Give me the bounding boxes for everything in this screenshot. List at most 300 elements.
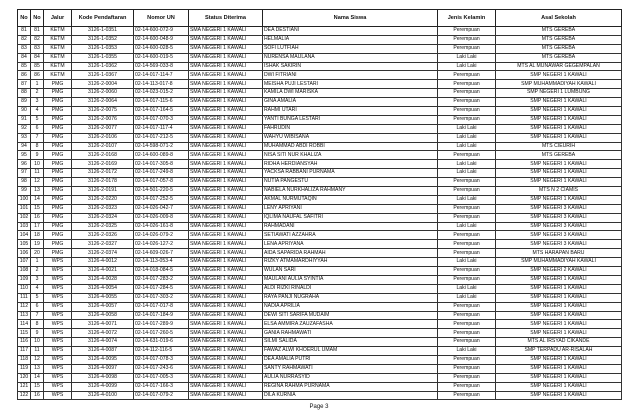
cell-jenis-kelamin: Perempuan [438, 302, 496, 311]
cell-jenis-kelamin: Perempuan [438, 187, 496, 196]
cell-asal-sekolah: SMP NEGERI 1 KAWALI [496, 107, 622, 116]
cell-kode-pendaftaran: 3126-1-0355 [72, 53, 134, 62]
cell-jenis-kelamin: Perempuan [438, 107, 496, 116]
cell-jalur: PMG [44, 213, 72, 222]
cell-no: 101 [18, 204, 31, 213]
cell-nomor-un: 02-14-017-078-3 [134, 355, 189, 364]
cell-nomor-un: 02-14-017-117-4 [134, 124, 189, 133]
cell-no: 89 [18, 98, 31, 107]
cell-status-diterima: SMA NEGERI 1 KAWALI [189, 382, 263, 391]
cell-jalur: PMG [44, 98, 72, 107]
cell-kode-pendaftaran: 3126-2-0323 [72, 204, 134, 213]
table-body [18, 27, 622, 400]
cell-status-diterima: SMA NEGERI 1 KAWALI [189, 222, 263, 231]
cell-nama-siswa: RIDHA HERDIANSYAH [263, 160, 438, 169]
cell-status-diterima: SMA NEGERI 1 KAWALI [189, 151, 263, 160]
cell-nomor-un: 02-14-017-057-8 [134, 178, 189, 187]
cell-nomor-un: 02-14-017-017-8 [134, 302, 189, 311]
cell-nomor-un: 02-14-017-243-6 [134, 364, 189, 373]
cell-jenis-kelamin: Perempuan [438, 249, 496, 258]
cell-no: 95 [18, 151, 31, 160]
cell-jalur: PMG [44, 204, 72, 213]
table-row [18, 151, 622, 160]
cell-jalur: KETM [44, 27, 72, 36]
cell-status-diterima: SMA NEGERI 1 KAWALI [189, 124, 263, 133]
cell-kode-pendaftaran: 3126-1-0367 [72, 71, 134, 80]
cell-asal-sekolah: SMP TERPADU AR-RISALAH [496, 347, 622, 356]
cell-kode-pendaftaran: 3126-4-0095 [72, 355, 134, 364]
table-row [18, 213, 622, 222]
cell-asal-sekolah: SMP NEGERI 1 KAWALI [496, 133, 622, 142]
cell-status-diterima: SMA NEGERI 1 KAWALI [189, 275, 263, 284]
cell-nama-siswa: NADIA APRILIA [263, 302, 438, 311]
cell-jalur: WPS [44, 320, 72, 329]
table-row [18, 284, 622, 293]
cell-jalur: KETM [44, 53, 72, 62]
table-row [18, 240, 622, 249]
cell-status-diterima: SMA NEGERI 1 KAWALI [189, 142, 263, 151]
cell-no-group: 13 [31, 187, 44, 196]
cell-nama-siswa: RIZKY ATMAMARDHIYYAH [263, 258, 438, 267]
cell-kode-pendaftaran: 3126-4-0028 [72, 275, 134, 284]
cell-no: 81 [18, 27, 31, 36]
cell-no-group: 3 [31, 275, 44, 284]
cell-no-group: 84 [31, 53, 44, 62]
table-row [18, 98, 622, 107]
cell-jenis-kelamin: Perempuan [438, 80, 496, 89]
cell-no: 88 [18, 89, 31, 98]
cell-no: 100 [18, 195, 31, 204]
cell-no: 94 [18, 142, 31, 151]
cell-asal-sekolah: SMP NEGERI 1 KAWALI [496, 275, 622, 284]
cell-nama-siswa: NABIELA NURKHALIZA RAHMANY [263, 187, 438, 196]
table-row [18, 133, 622, 142]
table-row [18, 391, 622, 400]
cell-jalur: WPS [44, 347, 72, 356]
cell-kode-pendaftaran: 3126-2-0106 [72, 133, 134, 142]
cell-nomor-un: 02-14-600-019-5 [134, 53, 189, 62]
cell-no-group: 81 [31, 27, 44, 36]
cell-jenis-kelamin: Perempuan [438, 311, 496, 320]
cell-jenis-kelamin: Perempuan [438, 267, 496, 276]
cell-jalur: PMG [44, 133, 72, 142]
cell-kode-pendaftaran: 3126-4-0099 [72, 382, 134, 391]
cell-kode-pendaftaran: 3126-2-0077 [72, 124, 134, 133]
cell-jalur: PMG [44, 124, 72, 133]
cell-jalur: PMG [44, 195, 72, 204]
cell-no-group: 14 [31, 195, 44, 204]
cell-kode-pendaftaran: 3126-2-0004 [72, 80, 134, 89]
cell-jenis-kelamin: Perempuan [438, 373, 496, 382]
cell-nama-siswa: AULIA NURRASYID [263, 373, 438, 382]
cell-asal-sekolah: SMP NEGERI 3 KAWALI [496, 240, 622, 249]
cell-asal-sekolah: SMP NEGERI 1 KAWALI [496, 373, 622, 382]
cell-nomor-un: 02-14-569-033-8 [134, 62, 189, 71]
table-row [18, 89, 622, 98]
cell-jalur: KETM [44, 35, 72, 44]
cell-nomor-un: 02-14-026-009-8 [134, 213, 189, 222]
cell-nama-siswa: NISA SITI NUR KHALIZA [263, 151, 438, 160]
cell-status-diterima: SMA NEGERI 1 KAWALI [189, 355, 263, 364]
cell-asal-sekolah: SMP NEGERI 1 KAWALI [496, 160, 622, 169]
cell-kode-pendaftaran: 3126-4-0098 [72, 373, 134, 382]
cell-no-group: 9 [31, 151, 44, 160]
col-header-status-diterima: Status Diterima [189, 10, 263, 27]
cell-no-group: 8 [31, 142, 44, 151]
cell-nomor-un: 02-14-017-249-8 [134, 169, 189, 178]
cell-asal-sekolah: SMP NEGERI 1 KAWALI [496, 355, 622, 364]
cell-no: 83 [18, 44, 31, 53]
cell-asal-sekolah: SMP NEGERI 1 KAWALI [496, 124, 622, 133]
cell-status-diterima: SMA NEGERI 1 KAWALI [189, 204, 263, 213]
cell-asal-sekolah: SMP NEGERI 1 KAWALI [496, 98, 622, 107]
cell-asal-sekolah: SMP NEGERI 1 KAWALI [496, 169, 622, 178]
cell-nomor-un: 02-14-026-079-2 [134, 231, 189, 240]
cell-no: 118 [18, 355, 31, 364]
cell-asal-sekolah: MTS GEREBA [496, 53, 622, 62]
cell-nama-siswa: DILA KURNIA [263, 391, 438, 400]
cell-asal-sekolah: SMP NEGERI 3 KAWALI [496, 204, 622, 213]
cell-nomor-un: 02-14-600-072-9 [134, 27, 189, 36]
cell-jenis-kelamin: Laki Laki [438, 195, 496, 204]
cell-jenis-kelamin: Laki Laki [438, 133, 496, 142]
cell-status-diterima: SMA NEGERI 1 KAWALI [189, 329, 263, 338]
table-row [18, 311, 622, 320]
cell-jenis-kelamin: Perempuan [438, 44, 496, 53]
cell-no: 121 [18, 382, 31, 391]
cell-nomor-un: 02-14-017-289-9 [134, 320, 189, 329]
cell-jenis-kelamin: Laki Laki [438, 169, 496, 178]
cell-jalur: WPS [44, 329, 72, 338]
cell-nama-siswa: SILMI SALIDA [263, 338, 438, 347]
cell-no-group: 20 [31, 249, 44, 258]
cell-status-diterima: SMA NEGERI 1 KAWALI [189, 178, 263, 187]
cell-kode-pendaftaran: 3126-4-0071 [72, 320, 134, 329]
cell-kode-pendaftaran: 3126-2-0374 [72, 249, 134, 258]
cell-no-group: 17 [31, 222, 44, 231]
cell-jalur: WPS [44, 302, 72, 311]
cell-no: 85 [18, 62, 31, 71]
col-header-nama-siswa: Nama Siswa [263, 10, 438, 27]
cell-jenis-kelamin: Laki Laki [438, 124, 496, 133]
cell-no-group: 11 [31, 347, 44, 356]
table-row [18, 231, 622, 240]
cell-jenis-kelamin: Perempuan [438, 391, 496, 400]
cell-asal-sekolah: SMP NEGERI 1 KAWALI [496, 71, 622, 80]
cell-nomor-un: 02-14-017-260-5 [134, 329, 189, 338]
cell-no-group: 11 [31, 169, 44, 178]
cell-jenis-kelamin: Laki Laki [438, 53, 496, 62]
cell-no-group: 2 [31, 89, 44, 98]
cell-nama-siswa: WULAN SARI [263, 267, 438, 276]
cell-asal-sekolah: SMP NEGERI 1 KAWALI [496, 293, 622, 302]
cell-jalur: WPS [44, 364, 72, 373]
cell-kode-pendaftaran: 3126-4-0087 [72, 347, 134, 356]
cell-no: 90 [18, 107, 31, 116]
cell-status-diterima: SMA NEGERI 1 KAWALI [189, 80, 263, 89]
cell-status-diterima: SMA NEGERI 1 KAWALI [189, 320, 263, 329]
cell-nomor-un: 02-14-609-026-7 [134, 249, 189, 258]
cell-nomor-un: 02-14-017-005-3 [134, 373, 189, 382]
cell-jalur: WPS [44, 391, 72, 400]
cell-nomor-un: 02-14-026-127-2 [134, 240, 189, 249]
cell-jenis-kelamin: Perempuan [438, 355, 496, 364]
table-row [18, 71, 622, 80]
cell-jalur: PMG [44, 80, 72, 89]
cell-kode-pendaftaran: 3126-2-0220 [72, 195, 134, 204]
cell-no-group: 4 [31, 284, 44, 293]
cell-nomor-un: 02-14-017-303-2 [134, 293, 189, 302]
cell-nama-siswa: DWI FITRIANI [263, 71, 438, 80]
cell-jenis-kelamin: Laki Laki [438, 347, 496, 356]
cell-no-group: 6 [31, 124, 44, 133]
cell-nama-siswa: SANTY RAHMAWATI [263, 364, 438, 373]
cell-nama-siswa: RAHMADANI [263, 222, 438, 231]
cell-status-diterima: SMA NEGERI 1 KAWALI [189, 98, 263, 107]
cell-kode-pendaftaran: 3126-4-0074 [72, 338, 134, 347]
cell-no-group: 8 [31, 320, 44, 329]
col-header-asal-sekolah: Asal Sekolah [496, 10, 622, 27]
cell-no-group: 5 [31, 293, 44, 302]
cell-no: 91 [18, 115, 31, 124]
cell-nomor-un: 02-14-017-114-7 [134, 71, 189, 80]
cell-nama-siswa: IQLIMA NAUFAL SAFITRI [263, 213, 438, 222]
cell-jenis-kelamin: Perempuan [438, 329, 496, 338]
cell-no: 112 [18, 302, 31, 311]
cell-status-diterima: SMA NEGERI 1 KAWALI [189, 195, 263, 204]
cell-asal-sekolah: SMP NEGERI 3 KAWALI [496, 222, 622, 231]
cell-kode-pendaftaran: 3126-1-0351 [72, 27, 134, 36]
cell-jenis-kelamin: Laki Laki [438, 293, 496, 302]
cell-jenis-kelamin: Perempuan [438, 27, 496, 36]
cell-no-group: 14 [31, 373, 44, 382]
cell-nama-siswa: ISHAK SAKIRIN [263, 62, 438, 71]
cell-jenis-kelamin: Perempuan [438, 240, 496, 249]
cell-jalur: PMG [44, 115, 72, 124]
cell-nama-siswa: YACKSA RABBANI PURNAMA [263, 169, 438, 178]
cell-jalur: PMG [44, 222, 72, 231]
cell-asal-sekolah: MTS GEREBA [496, 151, 622, 160]
cell-status-diterima: SMA NEGERI 1 KAWALI [189, 258, 263, 267]
cell-asal-sekolah: MTS GEREBA [496, 44, 622, 53]
cell-nama-siswa: KAMILA DWI MARISKA [263, 89, 438, 98]
cell-kode-pendaftaran: 3126-2-0075 [72, 107, 134, 116]
cell-no: 103 [18, 222, 31, 231]
cell-nomor-un: 02-14-017-252-5 [134, 195, 189, 204]
cell-kode-pendaftaran: 3126-4-0097 [72, 364, 134, 373]
cell-jalur: PMG [44, 142, 72, 151]
table-row [18, 275, 622, 284]
col-header-no-group: No [31, 10, 44, 27]
cell-no: 111 [18, 293, 31, 302]
cell-jalur: PMG [44, 89, 72, 98]
cell-nomor-un: 02-14-501-220-5 [134, 187, 189, 196]
cell-kode-pendaftaran: 3126-2-0076 [72, 115, 134, 124]
cell-asal-sekolah: SMP NEGERI 3 KAWALI [496, 231, 622, 240]
cell-no-group: 16 [31, 213, 44, 222]
cell-no: 102 [18, 213, 31, 222]
cell-status-diterima: SMA NEGERI 1 KAWALI [189, 338, 263, 347]
cell-asal-sekolah: SMP NEGERI 1 KAWALI [496, 329, 622, 338]
cell-nomor-un: 02-14-018-084-5 [134, 267, 189, 276]
cell-nama-siswa: AKMAL NURMUTAQIN [263, 195, 438, 204]
cell-status-diterima: SMA NEGERI 1 KAWALI [189, 293, 263, 302]
cell-kode-pendaftaran: 3126-1-0352 [72, 35, 134, 44]
cell-asal-sekolah: SMP NEGERI 1 KAWALI [496, 115, 622, 124]
col-header-kode-pendaftaran: Kode Pendaftaran [72, 10, 134, 27]
cell-no-group: 10 [31, 160, 44, 169]
table-row [18, 195, 622, 204]
cell-jenis-kelamin: Perempuan [438, 98, 496, 107]
cell-no: 116 [18, 338, 31, 347]
cell-status-diterima: SMA NEGERI 1 KAWALI [189, 284, 263, 293]
cell-asal-sekolah: SMP MUHAMMADIYAH KAWALI [496, 80, 622, 89]
cell-kode-pendaftaran: 3126-2-0169 [72, 160, 134, 169]
cell-nama-siswa: GINA AMALIA [263, 98, 438, 107]
cell-nomor-un: 02-14-017-284-5 [134, 284, 189, 293]
cell-status-diterima: SMA NEGERI 1 KAWALI [189, 133, 263, 142]
cell-nomor-un: 02-14-026-161-8 [134, 222, 189, 231]
cell-status-diterima: SMA NEGERI 1 KAWALI [189, 169, 263, 178]
cell-nama-siswa: LENY APRIYANI [263, 204, 438, 213]
cell-nomor-un: 02-14-017-164-5 [134, 107, 189, 116]
cell-no-group: 82 [31, 35, 44, 44]
cell-jenis-kelamin: Laki Laki [438, 160, 496, 169]
cell-no: 99 [18, 187, 31, 196]
table-row [18, 62, 622, 71]
cell-jalur: PMG [44, 178, 72, 187]
cell-nama-siswa: ELSA AMMIRA ZAUZAFASHA [263, 320, 438, 329]
cell-nomor-un: 02-14-017-305-8 [134, 160, 189, 169]
cell-asal-sekolah: SMP NEGERI 1 KAWALI [496, 391, 622, 400]
cell-status-diterima: SMA NEGERI 1 KAWALI [189, 364, 263, 373]
cell-no-group: 2 [31, 267, 44, 276]
cell-nomor-un: 02-14-017-212-5 [134, 133, 189, 142]
cell-asal-sekolah: MTS N 2 CIAMIS [496, 187, 622, 196]
cell-status-diterima: SMA NEGERI 1 KAWALI [189, 71, 263, 80]
table-header [18, 10, 622, 27]
col-header-nomor-un: Nomor UN [134, 10, 189, 27]
table-row [18, 249, 622, 258]
cell-no: 110 [18, 284, 31, 293]
cell-kode-pendaftaran: 3126-2-0178 [72, 178, 134, 187]
cell-no: 84 [18, 53, 31, 62]
cell-jenis-kelamin: Perempuan [438, 320, 496, 329]
cell-status-diterima: SMA NEGERI 1 KAWALI [189, 115, 263, 124]
cell-status-diterima: SMA NEGERI 1 KAWALI [189, 27, 263, 36]
cell-nama-siswa: YANTI BUNGA LESTARI [263, 115, 438, 124]
cell-no: 114 [18, 320, 31, 329]
table-row [18, 44, 622, 53]
table-row [18, 169, 622, 178]
cell-jalur: PMG [44, 240, 72, 249]
cell-no-group: 85 [31, 62, 44, 71]
cell-nama-siswa: SOFI LUTFIAH [263, 44, 438, 53]
table-row [18, 302, 622, 311]
cell-kode-pendaftaran: 3126-2-0325 [72, 222, 134, 231]
cell-kode-pendaftaran: 3126-4-0100 [72, 391, 134, 400]
cell-asal-sekolah: SMP NEGERI 1 KAWALI [496, 195, 622, 204]
cell-no: 120 [18, 373, 31, 382]
table-row [18, 142, 622, 151]
cell-no-group: 7 [31, 133, 44, 142]
cell-jalur: PMG [44, 187, 72, 196]
cell-no: 87 [18, 80, 31, 89]
cell-no: 119 [18, 364, 31, 373]
table-row [18, 355, 622, 364]
cell-jenis-kelamin: Laki Laki [438, 258, 496, 267]
cell-jenis-kelamin: Perempuan [438, 151, 496, 160]
table-row [18, 329, 622, 338]
cell-jenis-kelamin: Perempuan [438, 338, 496, 347]
cell-kode-pendaftaran: 3126-2-0168 [72, 151, 134, 160]
cell-nomor-un: 02-14-017-184-9 [134, 311, 189, 320]
cell-status-diterima: SMA NEGERI 1 KAWALI [189, 44, 263, 53]
cell-nama-siswa: MAULANI AULIA SYINTIA [263, 275, 438, 284]
cell-kode-pendaftaran: 3126-2-0324 [72, 213, 134, 222]
table-row [18, 35, 622, 44]
cell-kode-pendaftaran: 3126-2-0191 [72, 187, 134, 196]
cell-asal-sekolah: SMP NEGERI 3 KAWALI [496, 213, 622, 222]
cell-nama-siswa: HELMALIA [263, 35, 438, 44]
cell-jenis-kelamin: Perempuan [438, 213, 496, 222]
cell-nomor-un: 02-14-113-017-8 [134, 80, 189, 89]
cell-asal-sekolah: MTS CIEURIH [496, 142, 622, 151]
table-row [18, 347, 622, 356]
cell-nama-siswa: DEA AMALIA PUTRI [263, 355, 438, 364]
cell-asal-sekolah: SMP NEGERI 1 KAWALI [496, 284, 622, 293]
cell-nama-siswa: ALDI RIZKI RINALDI [263, 284, 438, 293]
cell-no-group: 86 [31, 71, 44, 80]
cell-nomor-un: 02-14-600-048-9 [134, 35, 189, 44]
cell-nomor-un: 02-14-017-283-2 [134, 275, 189, 284]
cell-no: 117 [18, 347, 31, 356]
cell-asal-sekolah: MTS GEREBA [496, 27, 622, 36]
table-row [18, 160, 622, 169]
cell-status-diterima: SMA NEGERI 1 KAWALI [189, 267, 263, 276]
cell-no-group: 83 [31, 44, 44, 53]
cell-no-group: 15 [31, 204, 44, 213]
cell-jenis-kelamin: Laki Laki [438, 222, 496, 231]
cell-no: 115 [18, 329, 31, 338]
table-row [18, 364, 622, 373]
cell-jalur: PMG [44, 169, 72, 178]
cell-nomor-un: 02-14-598-071-2 [134, 142, 189, 151]
cell-no: 97 [18, 169, 31, 178]
cell-jalur: WPS [44, 311, 72, 320]
table-row [18, 382, 622, 391]
cell-nama-siswa: DEWI SITI SARIFA MUDAIM [263, 311, 438, 320]
cell-no-group: 12 [31, 178, 44, 187]
cell-nama-siswa: MEISHA PUJI LESTARI [263, 80, 438, 89]
cell-jenis-kelamin: Laki Laki [438, 142, 496, 151]
cell-asal-sekolah: SMP NEGERI 1 KAWALI [496, 302, 622, 311]
cell-nama-siswa: LENA APRIYANA [263, 240, 438, 249]
cell-kode-pendaftaran: 3126-2-0064 [72, 98, 134, 107]
cell-asal-sekolah: MTS HARAPAN BARU [496, 249, 622, 258]
cell-no-group: 6 [31, 302, 44, 311]
cell-asal-sekolah: SMP MUHAMMADIYAH KAWALI [496, 258, 622, 267]
cell-jalur: WPS [44, 284, 72, 293]
cell-no: 122 [18, 391, 31, 400]
cell-no: 108 [18, 267, 31, 276]
cell-no: 104 [18, 231, 31, 240]
cell-status-diterima: SMA NEGERI 1 KAWALI [189, 231, 263, 240]
table-row [18, 338, 622, 347]
cell-jalur: WPS [44, 293, 72, 302]
cell-no-group: 7 [31, 311, 44, 320]
table-row [18, 27, 622, 36]
